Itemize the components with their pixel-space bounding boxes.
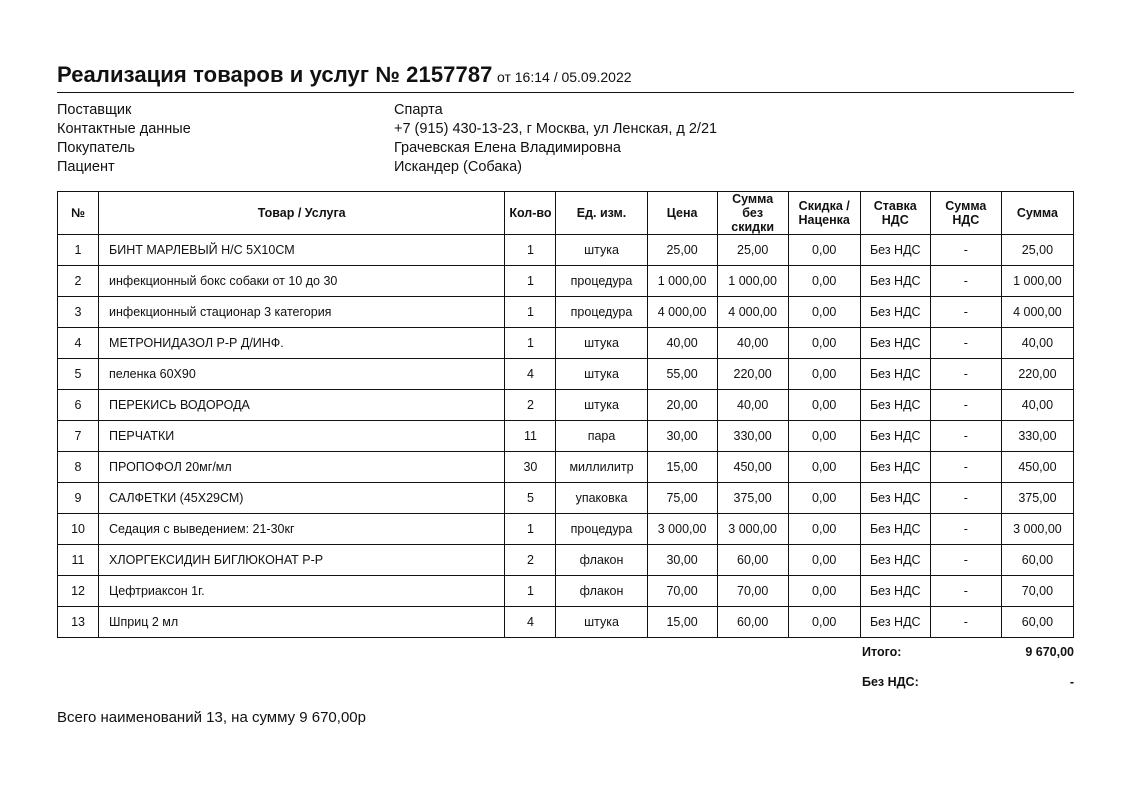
vat-rate-cell: Без НДС	[860, 514, 930, 545]
vat-sum-cell: -	[930, 266, 1001, 297]
sum-cell: 70,00	[1001, 576, 1073, 607]
table-row	[58, 297, 1074, 328]
info-label: Пациент	[57, 158, 115, 175]
item-name-cell: БИНТ МАРЛЕВЫЙ Н/С 5Х10СМ	[99, 235, 505, 266]
vat-sum-cell: -	[930, 452, 1001, 483]
table-row	[58, 328, 1074, 359]
item-name-cell: инфекционный бокс собаки от 10 до 30	[99, 266, 505, 297]
column-header: Сумма НДС	[930, 192, 1001, 235]
sum-without-discount-cell: 40,00	[717, 328, 788, 359]
discount-cell: 0,00	[788, 452, 860, 483]
table-row	[58, 514, 1074, 545]
row-number-cell: 8	[58, 452, 99, 483]
quantity-cell: 1	[505, 297, 556, 328]
unit-cell: пара	[556, 421, 647, 452]
price-cell: 55,00	[647, 359, 717, 390]
sum-without-discount-cell: 1 000,00	[717, 266, 788, 297]
document-header	[57, 62, 1074, 93]
row-number-cell: 13	[58, 607, 99, 638]
sum-cell: 60,00	[1001, 545, 1073, 576]
row-number-cell: 5	[58, 359, 99, 390]
quantity-cell: 2	[505, 545, 556, 576]
document-date: от 16:14 / 05.09.2022	[496, 69, 632, 85]
info-row-patient	[57, 157, 717, 176]
price-cell: 30,00	[647, 421, 717, 452]
document-info	[57, 100, 717, 176]
vat-sum-cell: -	[930, 390, 1001, 421]
discount-cell: 0,00	[788, 607, 860, 638]
discount-cell: 0,00	[788, 328, 860, 359]
quantity-cell: 2	[505, 390, 556, 421]
info-label: Покупатель	[57, 139, 135, 156]
unit-cell: процедура	[556, 266, 647, 297]
sum-without-discount-cell: 3 000,00	[717, 514, 788, 545]
discount-cell: 0,00	[788, 235, 860, 266]
price-cell: 75,00	[647, 483, 717, 514]
vat-sum-cell: -	[930, 514, 1001, 545]
quantity-cell: 1	[505, 266, 556, 297]
quantity-cell: 30	[505, 452, 556, 483]
discount-cell: 0,00	[788, 390, 860, 421]
vat-rate-cell: Без НДС	[860, 452, 930, 483]
sum-cell: 40,00	[1001, 328, 1073, 359]
item-name-cell: ХЛОРГЕКСИДИН БИГЛЮКОНАТ Р-Р	[99, 545, 505, 576]
vat-rate-cell: Без НДС	[860, 266, 930, 297]
table-row	[58, 390, 1074, 421]
info-row-contacts	[57, 119, 717, 138]
total-value: 9 670,00	[1025, 645, 1074, 659]
item-name-cell: Седация с выведением: 21-30кг	[99, 514, 505, 545]
quantity-cell: 4	[505, 359, 556, 390]
info-row-buyer	[57, 138, 717, 157]
sum-cell: 3 000,00	[1001, 514, 1073, 545]
document-title: Реализация товаров и услуг № 2157787	[57, 62, 493, 87]
sum-cell: 4 000,00	[1001, 297, 1073, 328]
item-name-cell: ПЕРЧАТКИ	[99, 421, 505, 452]
unit-cell: штука	[556, 359, 647, 390]
sum-cell: 40,00	[1001, 390, 1073, 421]
sum-without-discount-cell: 60,00	[717, 607, 788, 638]
unit-cell: процедура	[556, 514, 647, 545]
item-name-cell: ПЕРЕКИСЬ ВОДОРОДА	[99, 390, 505, 421]
vat-sum-cell: -	[930, 576, 1001, 607]
price-cell: 15,00	[647, 607, 717, 638]
column-header: Товар / Услуга	[99, 192, 505, 235]
table-row	[58, 421, 1074, 452]
table-row	[58, 576, 1074, 607]
info-value: Искандер (Собака)	[394, 158, 522, 175]
price-cell: 3 000,00	[647, 514, 717, 545]
item-name-cell: Шприц 2 мл	[99, 607, 505, 638]
quantity-cell: 5	[505, 483, 556, 514]
item-name-cell: инфекционный стационар 3 категория	[99, 297, 505, 328]
items-table	[57, 191, 1074, 638]
table-row	[58, 483, 1074, 514]
item-name-cell: САЛФЕТКИ (45Х29СМ)	[99, 483, 505, 514]
info-value: +7 (915) 430-13-23, г Москва, ул Ленская, д 2/21	[394, 120, 718, 137]
info-value: Грачевская Елена Владимировна	[394, 139, 621, 156]
unit-cell: миллилитр	[556, 452, 647, 483]
table-row	[58, 607, 1074, 638]
unit-cell: процедура	[556, 297, 647, 328]
sum-without-discount-cell: 450,00	[717, 452, 788, 483]
item-name-cell: Цефтриаксон 1г.	[99, 576, 505, 607]
sum-without-discount-cell: 25,00	[717, 235, 788, 266]
vat-rate-cell: Без НДС	[860, 359, 930, 390]
vat-rate-cell: Без НДС	[860, 483, 930, 514]
row-number-cell: 12	[58, 576, 99, 607]
row-number-cell: 2	[58, 266, 99, 297]
table-row	[58, 359, 1074, 390]
discount-cell: 0,00	[788, 359, 860, 390]
vat-total-row	[862, 675, 1074, 689]
price-cell: 25,00	[647, 235, 717, 266]
vat-rate-cell: Без НДС	[860, 328, 930, 359]
item-name-cell: пеленка 60Х90	[99, 359, 505, 390]
table-header-row	[58, 192, 1074, 235]
discount-cell: 0,00	[788, 576, 860, 607]
sum-cell: 1 000,00	[1001, 266, 1073, 297]
row-number-cell: 7	[58, 421, 99, 452]
discount-cell: 0,00	[788, 514, 860, 545]
row-number-cell: 6	[58, 390, 99, 421]
unit-cell: флакон	[556, 576, 647, 607]
quantity-cell: 11	[505, 421, 556, 452]
price-cell: 20,00	[647, 390, 717, 421]
info-row-supplier	[57, 100, 717, 119]
unit-cell: штука	[556, 607, 647, 638]
vat-sum-cell: -	[930, 483, 1001, 514]
quantity-cell: 1	[505, 235, 556, 266]
sum-without-discount-cell: 4 000,00	[717, 297, 788, 328]
column-header: Сумма без скидки	[717, 192, 788, 235]
quantity-cell: 4	[505, 607, 556, 638]
price-cell: 30,00	[647, 545, 717, 576]
row-number-cell: 3	[58, 297, 99, 328]
column-header: Ставка НДС	[860, 192, 930, 235]
vat-rate-cell: Без НДС	[860, 545, 930, 576]
sum-without-discount-cell: 375,00	[717, 483, 788, 514]
row-number-cell: 11	[58, 545, 99, 576]
info-label: Поставщик	[57, 101, 132, 118]
unit-cell: штука	[556, 235, 647, 266]
column-header: Ед. изм.	[556, 192, 647, 235]
column-header: Кол-во	[505, 192, 556, 235]
vat-sum-cell: -	[930, 607, 1001, 638]
vat-sum-cell: -	[930, 421, 1001, 452]
item-name-cell: МЕТРОНИДАЗОЛ Р-Р Д/ИНФ.	[99, 328, 505, 359]
table-row	[58, 452, 1074, 483]
summary-line: Всего наименований 13, на сумму 9 670,00р	[57, 709, 366, 726]
info-label: Контактные данные	[57, 120, 191, 137]
price-cell: 4 000,00	[647, 297, 717, 328]
sum-cell: 330,00	[1001, 421, 1073, 452]
row-number-cell: 10	[58, 514, 99, 545]
total-row	[862, 645, 1074, 659]
price-cell: 15,00	[647, 452, 717, 483]
vat-sum-cell: -	[930, 235, 1001, 266]
column-header: Цена	[647, 192, 717, 235]
vat-rate-cell: Без НДС	[860, 576, 930, 607]
row-number-cell: 1	[58, 235, 99, 266]
quantity-cell: 1	[505, 576, 556, 607]
unit-cell: штука	[556, 390, 647, 421]
sum-cell: 220,00	[1001, 359, 1073, 390]
vat-total-value: -	[1069, 675, 1074, 689]
vat-sum-cell: -	[930, 297, 1001, 328]
unit-cell: упаковка	[556, 483, 647, 514]
discount-cell: 0,00	[788, 266, 860, 297]
row-number-cell: 9	[58, 483, 99, 514]
vat-rate-cell: Без НДС	[860, 297, 930, 328]
sum-without-discount-cell: 330,00	[717, 421, 788, 452]
discount-cell: 0,00	[788, 545, 860, 576]
row-number-cell: 4	[58, 328, 99, 359]
vat-total-label: Без НДС:	[862, 675, 919, 689]
quantity-cell: 1	[505, 328, 556, 359]
table-row	[58, 266, 1074, 297]
column-header: Сумма	[1001, 192, 1073, 235]
sum-cell: 375,00	[1001, 483, 1073, 514]
unit-cell: штука	[556, 328, 647, 359]
discount-cell: 0,00	[788, 421, 860, 452]
price-cell: 70,00	[647, 576, 717, 607]
vat-sum-cell: -	[930, 328, 1001, 359]
sum-without-discount-cell: 40,00	[717, 390, 788, 421]
discount-cell: 0,00	[788, 297, 860, 328]
price-cell: 40,00	[647, 328, 717, 359]
table-row	[58, 545, 1074, 576]
sum-without-discount-cell: 70,00	[717, 576, 788, 607]
item-name-cell: ПРОПОФОЛ 20мг/мл	[99, 452, 505, 483]
vat-rate-cell: Без НДС	[860, 421, 930, 452]
column-header: №	[58, 192, 99, 235]
vat-rate-cell: Без НДС	[860, 390, 930, 421]
sum-without-discount-cell: 220,00	[717, 359, 788, 390]
total-label: Итого:	[862, 645, 902, 659]
info-value: Спарта	[394, 101, 443, 118]
vat-sum-cell: -	[930, 545, 1001, 576]
vat-rate-cell: Без НДС	[860, 607, 930, 638]
table-row	[58, 235, 1074, 266]
sum-cell: 25,00	[1001, 235, 1073, 266]
discount-cell: 0,00	[788, 483, 860, 514]
vat-sum-cell: -	[930, 359, 1001, 390]
quantity-cell: 1	[505, 514, 556, 545]
price-cell: 1 000,00	[647, 266, 717, 297]
sum-cell: 60,00	[1001, 607, 1073, 638]
sum-cell: 450,00	[1001, 452, 1073, 483]
unit-cell: флакон	[556, 545, 647, 576]
vat-rate-cell: Без НДС	[860, 235, 930, 266]
column-header: Скидка / Наценка	[788, 192, 860, 235]
sum-without-discount-cell: 60,00	[717, 545, 788, 576]
